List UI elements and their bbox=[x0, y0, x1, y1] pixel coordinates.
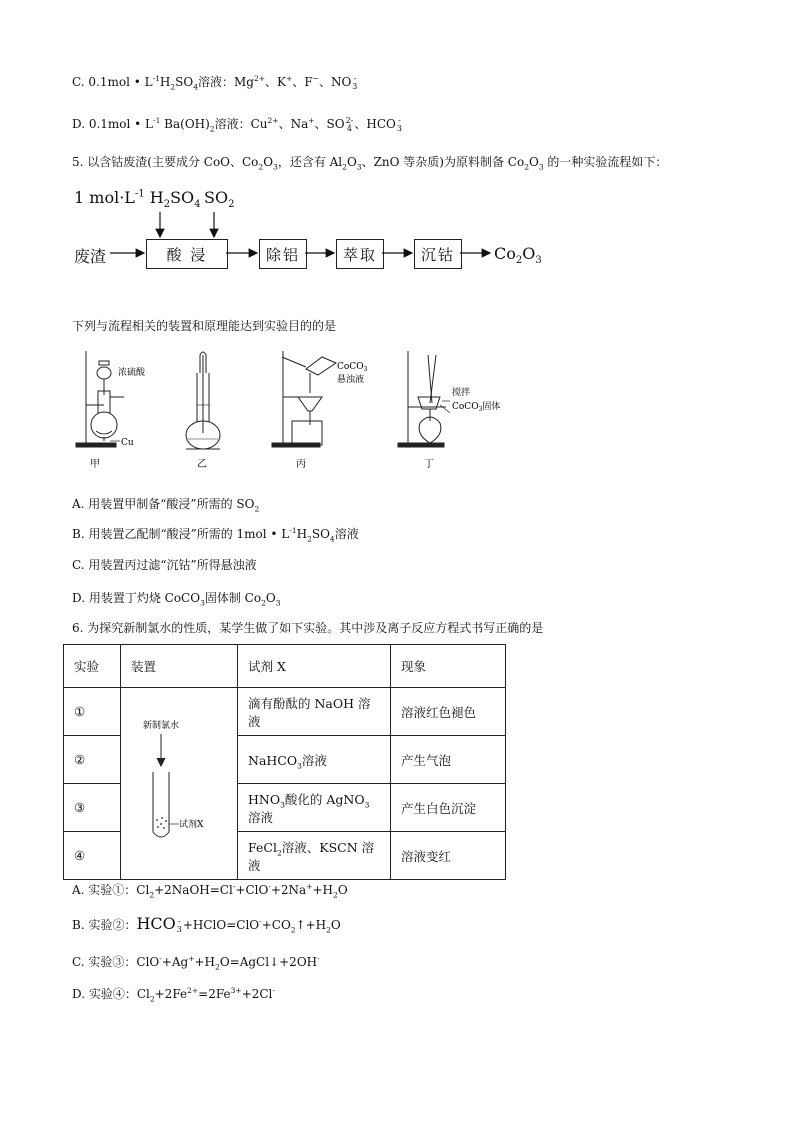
header-device: 装置 bbox=[121, 645, 238, 688]
apparatus-jia-label: 甲 bbox=[90, 459, 100, 470]
apparatus-ding-note1: 搅拌 bbox=[452, 388, 471, 398]
apparatus-ding-label: 丁 bbox=[424, 459, 434, 470]
row-phenomenon: 产生白色沉淀 bbox=[391, 784, 506, 832]
flow-reagent-sulfuric-acid: 1 $mol\cdot L^{-1}$ $H_2SO_4$ bbox=[74, 188, 201, 211]
apparatus-bing-note1: CoCO$_3$ bbox=[337, 362, 368, 373]
row-reagent: NaHCO$_3$溶液 bbox=[238, 736, 391, 784]
q5-option-b: B. 用装置乙配制“酸浸”所需的 1mol • $L^{-1}H_2SO_4$溶液 bbox=[72, 526, 359, 544]
flow-step-remove-al: 除铝 bbox=[259, 239, 307, 269]
flow-start-waste: 废渣 bbox=[74, 247, 107, 266]
flow-step-precipitate-co: 沉钴 bbox=[414, 239, 462, 269]
flow-product: $Co_2O_3$ bbox=[494, 244, 542, 267]
apparatus-jia-note1: 浓硫酸 bbox=[118, 368, 146, 378]
apparatus-bing bbox=[272, 351, 336, 447]
q6-option-a: A. 实验①：$Cl_2+2NaOH=Cl^-+ClO^-+2Na^++H_2O$ bbox=[72, 882, 348, 900]
apparatus-yi-label: 乙 bbox=[197, 459, 207, 470]
apparatus-jia bbox=[76, 351, 124, 447]
flow-arrows bbox=[0, 0, 794, 300]
option-c-q4: C. 0.1mol • $L^{-1}H_2SO_4$溶液：$Mg^{2+}$、K+、F−、NO - 3 bbox=[72, 73, 358, 92]
flow-reagent-so2: $SO_2$ bbox=[204, 188, 235, 211]
device-cell bbox=[121, 688, 238, 880]
question-6-stem: 6. 为探究新制氯水的性质，某学生做了如下实验。其中涉及离子反应方程式书写正确的是 bbox=[72, 621, 544, 635]
header-phenomenon: 现象 bbox=[391, 645, 506, 688]
row-phenomenon: 产生气泡 bbox=[391, 736, 506, 784]
apparatus-bing-note2: 悬浊液 bbox=[337, 375, 365, 385]
row-id: ① bbox=[64, 688, 121, 736]
row-id: ④ bbox=[64, 832, 121, 880]
row-id: ③ bbox=[64, 784, 121, 832]
row-reagent: FeCl$_2$溶液、KSCN 溶液 bbox=[238, 832, 391, 880]
row-reagent: 滴有酚酞的 NaOH 溶液 bbox=[238, 688, 391, 736]
test-tube-device bbox=[121, 690, 237, 878]
table-row bbox=[64, 688, 506, 736]
flow-step-extract: 萃取 bbox=[336, 239, 384, 269]
apparatus-ding-note2: CoCO$_3$固体 bbox=[452, 402, 501, 413]
apparatus-bing-label: 丙 bbox=[296, 459, 306, 470]
q6-option-c: C. 实验③：$ClO^-+Ag^++H_2O=AgCl↓+2OH^-$ bbox=[72, 954, 320, 972]
question-5-stem: 5. 以含钴废渣(主要成分 CoO、$Co_2O_3$，还含有 $Al_2O_3$、ZnO 等杂质)为原料制备 $Co_2O_3$ 的一种实验流程如下： bbox=[72, 155, 668, 172]
option-d-q4: D. 0.1mol • $L^{-1}$ $Ba(OH)_2$溶液：$Cu^{2+}$、Na+、SO 2- 4 、HCO - 3 bbox=[72, 115, 402, 134]
row-phenomenon: 溶液红色褪色 bbox=[391, 688, 506, 736]
apparatus-ding bbox=[398, 351, 450, 447]
apparatus-jia-note2: Cu bbox=[121, 438, 134, 448]
svg-text:新制氯水: 新制氯水 bbox=[143, 720, 180, 731]
table-header-row bbox=[64, 645, 506, 688]
q5-option-c: C. 用装置丙过滤“沉钴”所得悬浊液 bbox=[72, 558, 257, 572]
svg-text:试剂X: 试剂X bbox=[179, 819, 204, 830]
header-experiment: 实验 bbox=[64, 645, 121, 688]
apparatus-figure bbox=[0, 345, 794, 475]
header-reagent: 试剂 X bbox=[238, 645, 391, 688]
q6-option-b: B. 实验②：HCO - 3 $+HClO=ClO^-+CO_2↑+H_2O$ bbox=[72, 914, 341, 935]
question-5-prompt: 下列与流程相关的装置和原理能达到实验目的的是 bbox=[72, 319, 337, 333]
q6-option-d: D. 实验④：$Cl_2+2Fe^{2+}=2Fe^{3+}+2Cl^-$ bbox=[72, 986, 275, 1004]
q5-option-a: A. 用装置甲制备“酸浸”所需的 $SO_2$ bbox=[72, 497, 260, 514]
row-reagent: $HNO_3$酸化的 AgNO$_3$溶液 bbox=[238, 784, 391, 832]
row-phenomenon: 溶液变红 bbox=[391, 832, 506, 880]
flow-step-acid-leach: 酸 浸 bbox=[146, 239, 228, 269]
experiment-table bbox=[63, 644, 506, 880]
row-id: ② bbox=[64, 736, 121, 784]
apparatus-yi bbox=[186, 352, 220, 449]
q5-option-d: D. 用装置丁灼烧 CoCO$_3$固体制 $Co_2O_3$ bbox=[72, 591, 281, 608]
